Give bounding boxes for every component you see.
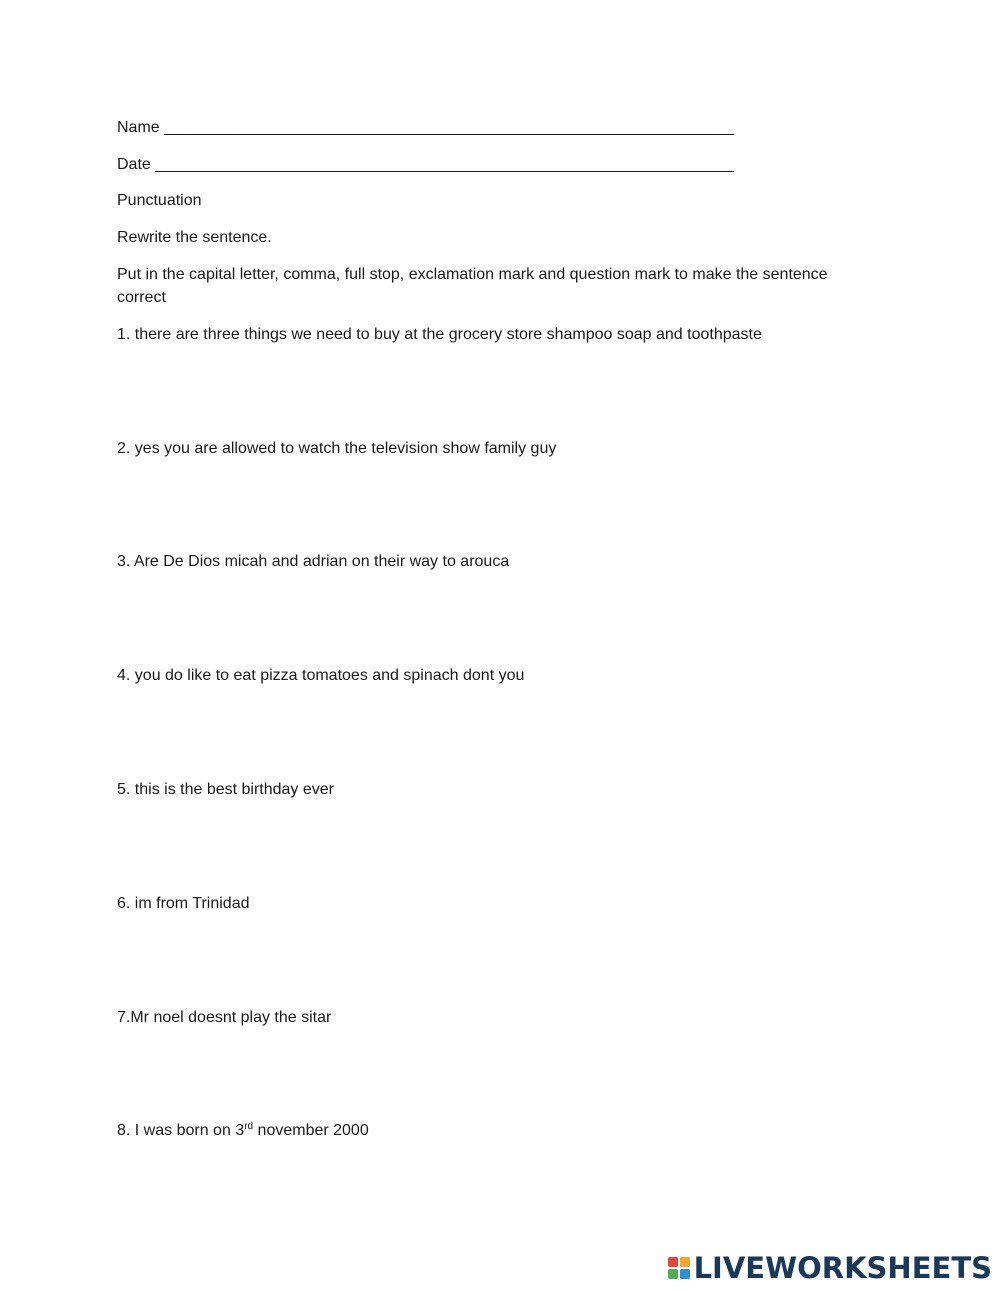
worksheet-heading: Punctuation (117, 192, 202, 209)
logo-block-red (668, 1257, 678, 1267)
question-8 (117, 1119, 369, 1142)
logo-text: LIVEWORKSHEETS (693, 1251, 992, 1285)
name-field: Name ________________________________________________________________ (117, 119, 734, 136)
question-8-ordinal: rd (244, 1121, 254, 1132)
question-3: 3. Are De Dios micah and adrian on their way to arouca (117, 553, 510, 570)
question-4: 4. you do like to eat pizza tomatoes and spinach dont you (117, 667, 525, 684)
question-2: 2. yes you are allowed to watch the television show family guy (117, 440, 557, 457)
logo-block-blue (680, 1269, 690, 1279)
liveworksheets-logo (668, 1253, 992, 1283)
logo-block-orange (680, 1257, 690, 1267)
logo-blocks-icon (668, 1257, 690, 1279)
instruction-rewrite: Rewrite the sentence. (117, 229, 272, 246)
question-1: 1. there are three things we need to buy at the grocery store shampoo soap and toothpaste (117, 326, 762, 343)
question-6: 6. im from Trinidad (117, 895, 250, 912)
question-8-date: november 2000 (253, 1122, 369, 1139)
instruction-punctuation: Put in the capital letter, comma, full stop, exclamation mark and question mark to make the sentence correct (117, 266, 828, 306)
date-field: Date _________________________________________________________________ (117, 156, 734, 173)
question-7: 7.Mr noel doesnt play the sitar (117, 1009, 332, 1026)
logo-block-green (668, 1269, 678, 1279)
question-5: 5. this is the best birthday ever (117, 781, 334, 798)
question-8-text: 8. I was born on 3 (117, 1122, 245, 1139)
